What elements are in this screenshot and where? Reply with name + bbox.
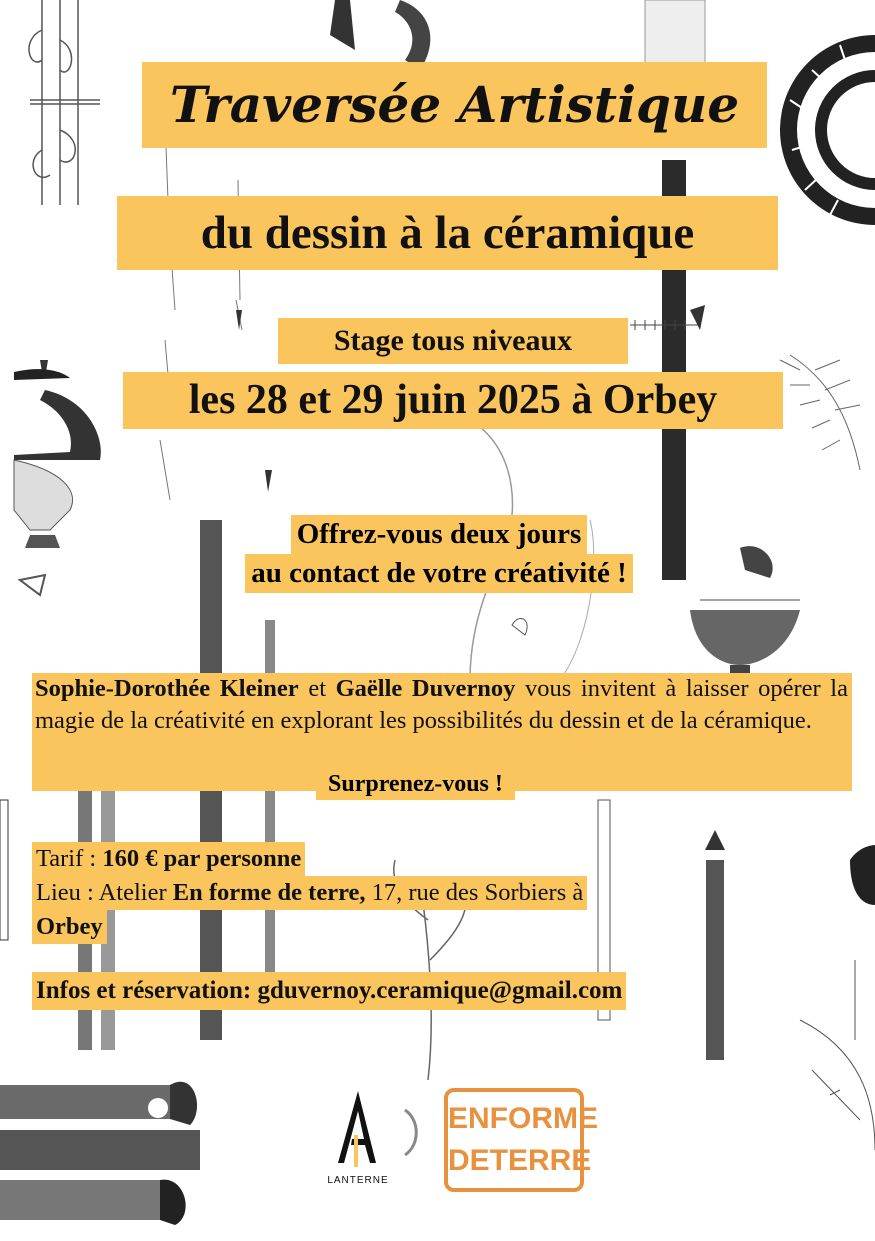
ornate-column-drawing	[29, 0, 100, 205]
intro-paragraph	[32, 663, 852, 803]
lieu-atelier: En forme de terre,	[172, 879, 366, 906]
moulding-drawing	[0, 1082, 200, 1225]
en-forme-de-terre-logo	[444, 1088, 598, 1192]
contact-email-link[interactable]: gduvernoy.ceramique@gmail.com	[257, 977, 623, 1004]
contact-line	[32, 972, 626, 1010]
practical-info	[32, 842, 852, 944]
event-dates: les 28 et 29 juin 2025 à Orbey	[123, 372, 783, 429]
organizer-name-1: Sophie-Dorothée Kleiner	[35, 675, 299, 702]
page-title: Traversée Artistique	[142, 62, 767, 148]
lanterne-a-icon	[318, 1083, 398, 1175]
tarif-label: Tarif :	[36, 845, 103, 872]
page-subtitle: du dessin à la céramique	[117, 196, 778, 270]
tarif-row	[32, 842, 305, 876]
lieu-row	[32, 876, 587, 910]
lieu-label: Lieu : Atelier	[36, 879, 173, 906]
contact-label: Infos et réservation:	[36, 977, 258, 1004]
offer-line-1: Offrez-vous deux jours	[291, 515, 588, 554]
offer-block	[156, 515, 722, 593]
efdt-logo-line-1: ENFORME	[448, 1102, 598, 1135]
lanterne-logo	[318, 1083, 398, 1193]
lanterne-logo-text: LANTERNE	[327, 1175, 389, 1186]
surprise-text: Surprenez-vous !	[316, 768, 515, 800]
offer-line-2: au contact de votre créativité !	[245, 554, 633, 593]
organizer-name-2: Gaëlle Duvernoy	[335, 675, 516, 702]
intro-and: et	[298, 675, 336, 702]
dark-shape	[330, 0, 355, 50]
lieu-address: 17, rue des Sorbiers à	[365, 879, 584, 906]
intro-text: vous invitent à laisser opérer la magie de la créativité en explorant les possibilités du dessin et de la céramique.	[35, 675, 848, 734]
lieu-town-row	[32, 910, 107, 944]
lieu-town: Orbey	[36, 913, 103, 940]
plate-drawing	[780, 35, 875, 225]
efdt-logo-line-2: DETERRE	[448, 1144, 592, 1177]
tarif-value: 160 € par personne	[102, 845, 302, 872]
vase-drawing	[14, 360, 101, 548]
stage-label: Stage tous niveaux	[278, 318, 628, 364]
